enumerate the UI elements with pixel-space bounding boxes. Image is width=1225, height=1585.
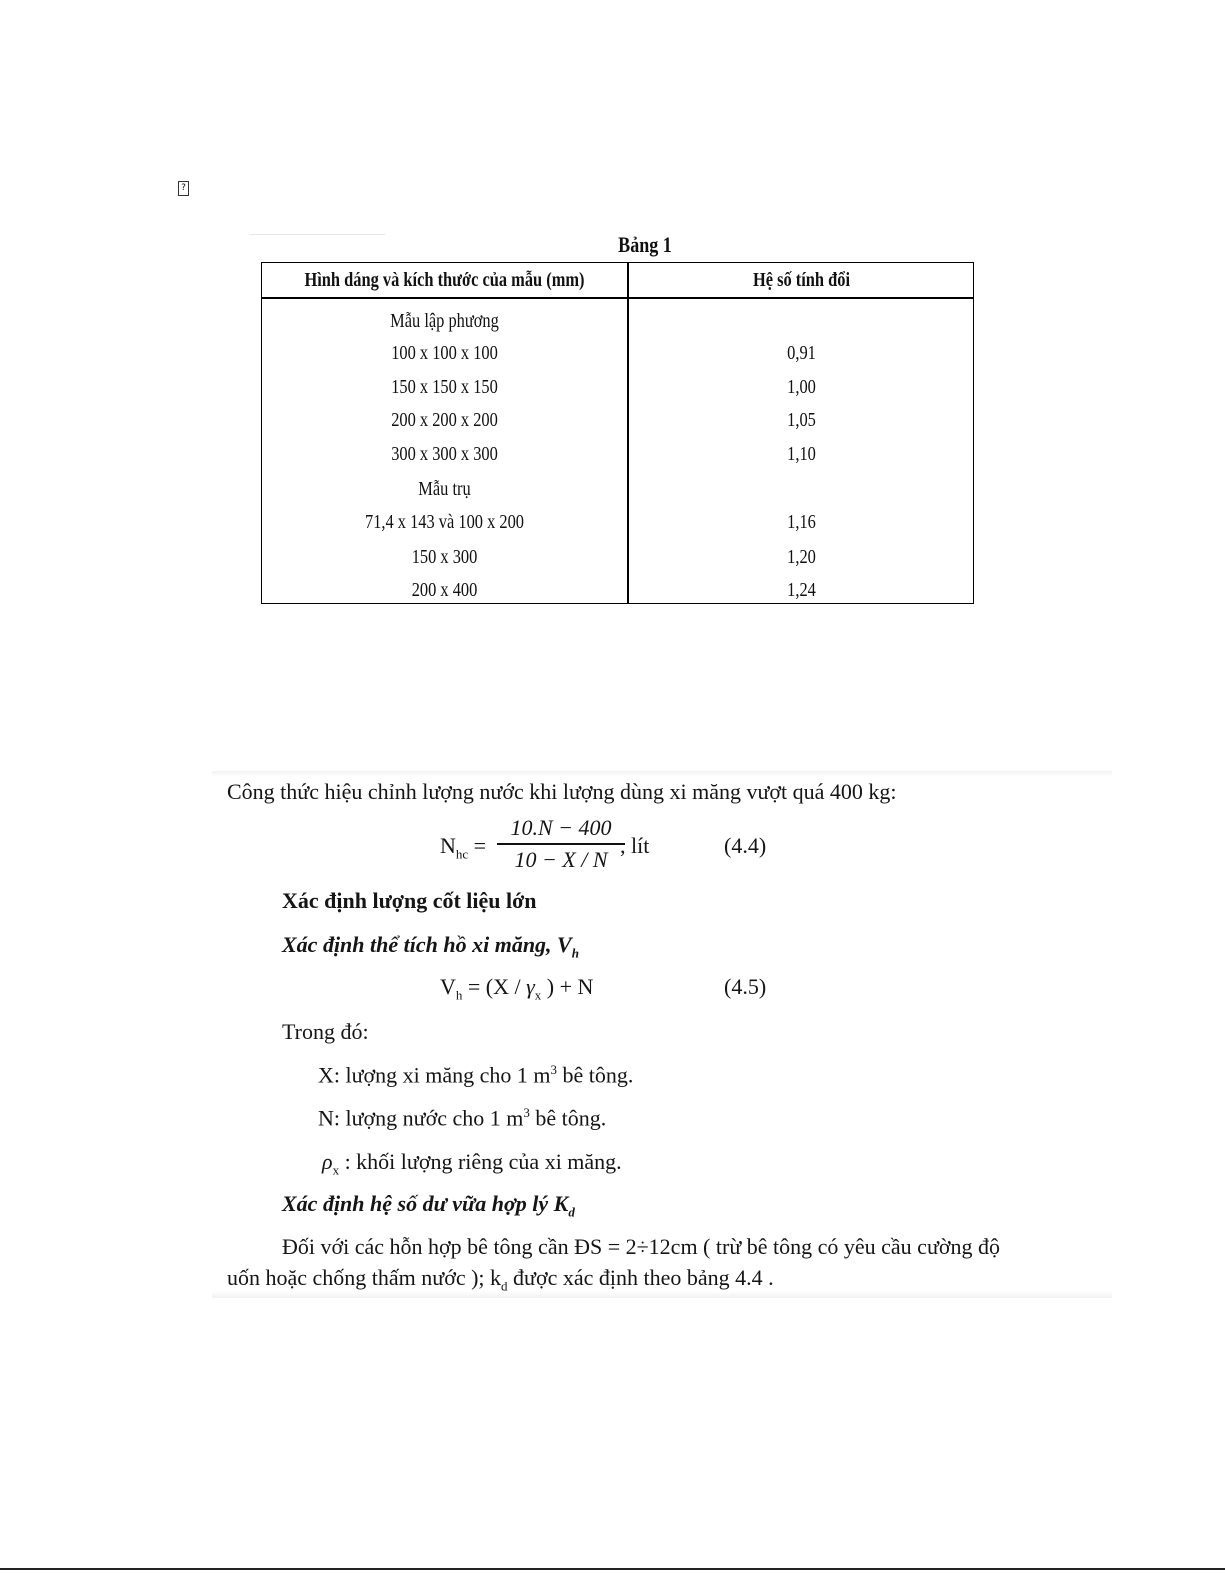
eq45-rhs-a: = (X / [462, 974, 527, 999]
textbook-excerpt [212, 771, 1112, 1298]
table-cell-shape: 71,4 x 143 và 100 x 200 [364, 511, 524, 533]
table-header-divider [262, 297, 973, 299]
table-row [262, 342, 973, 372]
table-cell-factor: 1,16 [787, 511, 816, 533]
table-header-factor: Hệ số tính đổi [752, 269, 851, 291]
missing-glyph-icon: ? [178, 181, 189, 196]
table-row [262, 310, 973, 340]
def-x-sup: 3 [550, 1062, 558, 1077]
eq44-subscript: hc [455, 846, 469, 862]
def-n-sup: 3 [523, 1105, 530, 1120]
where-label: Trong đó: [282, 1019, 369, 1044]
eq45-rhs-b: ) + N [541, 974, 594, 999]
table-cell-shape: 150 x 150 x 150 [391, 376, 498, 398]
equation-4-5 [440, 974, 593, 1003]
eq45-symbol: V [440, 974, 456, 999]
page-bottom-rule [0, 1568, 1225, 1570]
eq44-number: (4.4) [724, 833, 767, 858]
definition-n [318, 1105, 606, 1131]
eq45-subscript: h [455, 987, 463, 1003]
heading-volume-subscript: h [571, 945, 579, 961]
table-cell-factor: 1,20 [787, 546, 816, 568]
gamma-symbol: γ [526, 974, 535, 999]
gamma-subscript: x [534, 987, 542, 1003]
eq45-number: (4.5) [724, 974, 767, 999]
table-row [262, 511, 973, 541]
rho-subscript: x [332, 1162, 340, 1178]
table-header-shape: Hình dáng và kích thước của mẫu (mm) [304, 269, 585, 291]
table-title: Bảng 1 [618, 232, 672, 257]
table-cell-shape: 200 x 400 [411, 579, 478, 601]
scan-artifact-line [250, 234, 385, 235]
table-cell-shape: Mẫu trụ [418, 478, 471, 500]
heading-kd [282, 1191, 575, 1220]
table-cell-shape: Mẫu lập phương [390, 310, 499, 332]
table-row [262, 443, 973, 473]
para-line2-a: uốn hoặc chống thấm nước ); k [227, 1265, 502, 1290]
conversion-table [261, 262, 974, 604]
para-line2-sub: d [501, 1278, 508, 1294]
table-cell-factor: 1,00 [787, 376, 816, 398]
definition-rho [322, 1149, 622, 1178]
table-cell-factor: 1,24 [787, 579, 816, 601]
heading-kd-subscript: d [568, 1204, 575, 1220]
table-row [262, 546, 973, 576]
def-x-text: X: lượng xi măng cho 1 m [318, 1062, 551, 1088]
eq44-denominator: 10 − X / N [514, 846, 608, 872]
heading-volume-text: Xác định thể tích hồ xi măng, V [282, 932, 572, 957]
equation-4-4-lhs: $N_{hc}$ = [440, 833, 487, 862]
para-line2-b: được xác định theo bảng 4.4 . [507, 1265, 774, 1290]
def-n-text: N: lượng nước cho 1 m [318, 1105, 524, 1131]
table-cell-factor: 0,91 [787, 342, 816, 364]
eq44-numerator: 10.N − 400 [510, 815, 612, 840]
intro-text: Công thức hiệu chỉnh lượng nước khi lượng dùng xi măng vượt quá 400 kg: [227, 779, 897, 804]
def-x-tail: bê tông. [557, 1062, 634, 1088]
table-row [262, 579, 973, 609]
table-row [262, 478, 973, 508]
table-cell-shape: 200 x 200 x 200 [391, 409, 498, 431]
equation-4-4-fraction [497, 815, 625, 873]
fraction-bar [497, 843, 625, 845]
table-row [262, 376, 973, 406]
table-row [262, 409, 973, 439]
paragraph-line-2 [227, 1265, 774, 1294]
table-cell-shape: 100 x 100 x 100 [391, 342, 498, 364]
def-n-tail: bê tông. [529, 1105, 607, 1131]
rho-symbol: ρ [322, 1149, 333, 1174]
table-cell-shape: 150 x 300 [411, 546, 478, 568]
paragraph-line-1: Đối với các hỗn hợp bê tông cần ĐS = 2÷12cm ( trừ bê tông có yêu cầu cường độ [282, 1234, 1001, 1259]
table-cell-shape: 300 x 300 x 300 [391, 443, 498, 465]
heading-kd-text: Xác định hệ số dư vữa hợp lý K [282, 1191, 569, 1216]
eq44-symbol: N [440, 833, 456, 858]
heading-aggregate: Xác định lượng cốt liệu lớn [282, 888, 537, 913]
def-rho-text: : khối lượng riêng của xi măng. [339, 1149, 622, 1174]
heading-volume [282, 932, 579, 961]
table-cell-factor: 1,05 [787, 409, 816, 431]
eq44-unit: , lít [620, 833, 650, 858]
definition-x [318, 1062, 633, 1088]
table-cell-factor: 1,10 [787, 443, 816, 465]
